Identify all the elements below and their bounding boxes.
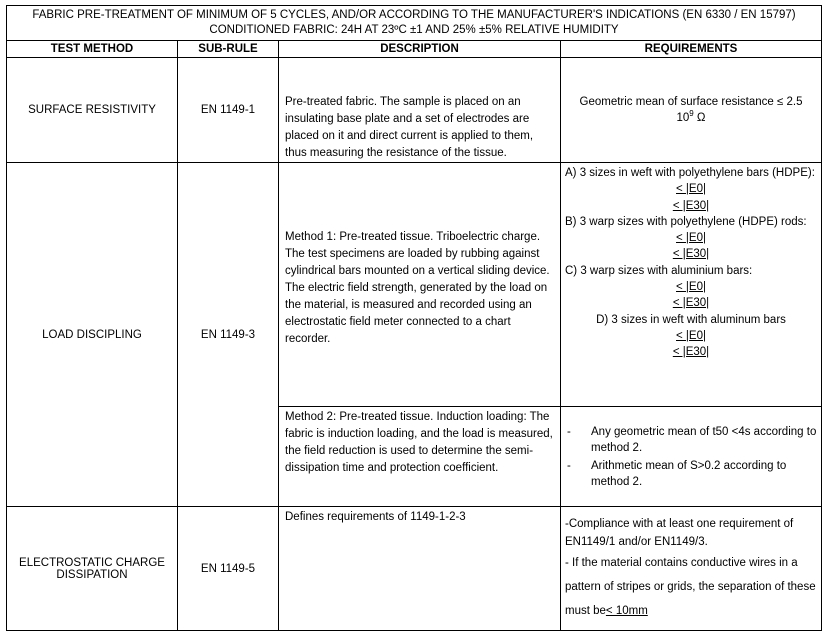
e30-value: < |E30| <box>672 199 710 212</box>
col-description: DESCRIPTION <box>279 41 561 58</box>
description-cell: Pre-treated fabric. The sample is placed on an insulating base plate and a set of electrodes are placed on it and direct current is applied to them, thus measuring the resistance of the tissue. <box>279 58 561 163</box>
method2-list <box>565 424 817 491</box>
e0-value: < |E0| <box>676 183 706 196</box>
method-cell: ELECTROSTATIC CHARGE DISSIPATION <box>7 507 178 631</box>
e0-value: < |E0| <box>676 329 706 342</box>
subrule-cell: EN 1149-1 <box>178 58 279 163</box>
table-row-surface <box>7 58 822 163</box>
list-item: - Any geometric mean of t50 <4s according to method 2. <box>565 424 817 457</box>
subrule-cell: EN 1149-3 <box>178 163 279 507</box>
req-unit: Ω <box>693 112 706 124</box>
table-header <box>7 6 822 41</box>
req-c: C) 3 warp sizes with aluminium bars: <box>565 264 753 277</box>
column-headers <box>7 41 822 58</box>
description-method1: Method 1: Pre-treated tissue. Triboelectric charge. The test specimens are loaded by rubbing against cylindrical bars mounted on a vertical sliding device. The electric field strength, generated by the load on the material, is measured and recorded using an electrostatic field meter connected to a chart recorder. <box>279 163 561 407</box>
subrule-cell: EN 1149-5 <box>178 507 279 631</box>
e0-value: < |E0| <box>676 281 706 294</box>
requirement-cell <box>561 507 822 631</box>
table-row-load-method1 <box>7 163 822 407</box>
req-3: < 10mm <box>605 605 648 617</box>
col-test-method: TEST METHOD <box>7 41 178 58</box>
e30-value: < |E30| <box>672 346 710 359</box>
table-row-esd <box>7 507 822 631</box>
req-1: -Compliance with at least one requirement of EN1149/1 and/or EN1149/3. <box>565 518 794 548</box>
req-d: D) 3 sizes in weft with aluminum bars <box>596 313 786 326</box>
e30-value: < |E30| <box>672 297 710 310</box>
req-2-wrap <box>565 551 817 623</box>
col-requirements: REQUIREMENTS <box>561 41 822 58</box>
req-2: - If the material contains conductive wires in a pattern of stripes or grids, the separation of these must be <box>565 557 816 617</box>
requirement-method1 <box>561 163 822 407</box>
requirement-cell <box>561 58 822 163</box>
header-line-2: CONDITIONED FABRIC: 24H AT 23ºC ±1 AND 25% ±5% RELATIVE HUMIDITY <box>209 24 619 36</box>
col-sub-rule: SUB-RULE <box>178 41 279 58</box>
requirement-method2 <box>561 407 822 507</box>
req-base: 10 <box>676 112 690 124</box>
description-method2: Method 2: Pre-treated tissue. Induction loading: The fabric is induction loading, and the load is measured, the field reduction is used to determine the semi-dissipation time and protection coefficient. <box>279 407 561 507</box>
method-cell: LOAD DISCIPLING <box>7 163 178 507</box>
req-b: B) 3 warp sizes with polyethylene (HDPE) rods: <box>565 215 807 228</box>
req-exp: 9 <box>689 109 694 119</box>
req-a: A) 3 sizes in weft with polyethylene bars (HDPE): <box>565 167 815 179</box>
req-text: Geometric mean of surface resistance ≤ 2.5 <box>579 96 803 108</box>
e0-value: < |E0| <box>676 232 706 245</box>
requirements-table <box>6 5 822 631</box>
description-cell: Defines requirements of 1149-1-2-3 <box>279 507 561 631</box>
e30-value: < |E30| <box>672 248 710 261</box>
method-cell: SURFACE RESISTIVITY <box>7 58 178 163</box>
header-line-1: FABRIC PRE-TREATMENT OF MINIMUM OF 5 CYCLES, AND/OR ACCORDING TO THE MANUFACTURER'S INDICATIONS (EN 6330 / EN 15797) <box>32 9 796 21</box>
list-item: - Arithmetic mean of S>0.2 according to method 2. <box>565 458 817 491</box>
